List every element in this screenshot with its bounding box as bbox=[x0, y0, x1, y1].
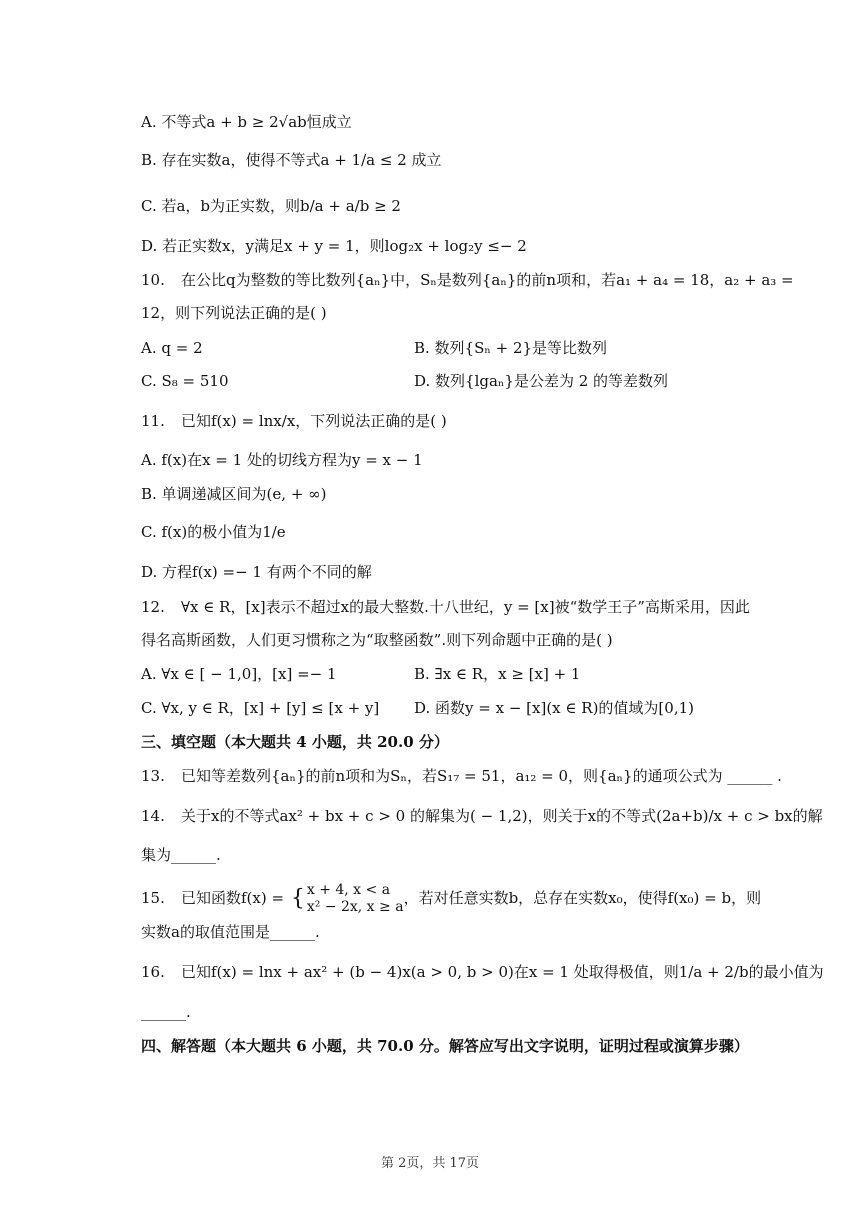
q9-option-a: A. 不等式a + b ≥ 2√ab恒成立 bbox=[141, 113, 352, 131]
q16-number: 16. bbox=[141, 963, 165, 981]
q13-stem-text: 已知等差数列{aₙ}的前n项和为Sₙ，若S₁₇ = 51，a₁₂ = 0，则{aₙ}的通项公式为 ______ . bbox=[181, 767, 782, 785]
q11-option-b: B. 单调递减区间为(e, + ∞) bbox=[141, 485, 327, 503]
q16-stem-line1 bbox=[141, 962, 824, 982]
q12-stem-line2: 得名高斯函数，人们更习惯称之为“取整函数”.则下列命题中正确的是( ) bbox=[141, 631, 613, 649]
q15-stem-post: ，若对任意实数b，总存在实数x₀，使得f(x₀) = b，则 bbox=[403, 889, 762, 907]
q14-stem-line2: 集为______. bbox=[141, 846, 221, 864]
q15-stem-pre: 已知函数f(x) = bbox=[181, 889, 285, 907]
q9-option-d: D. 若正实数x，y满足x + y = 1，则log₂x + log₂y ≤− 2 bbox=[141, 237, 527, 255]
q16-stem-text1: 已知f(x) = lnx + ax² + (b − 4)x(a > 0, b > 0)在x = 1 处取得极值，则1/a + 2/b的最小值为 bbox=[181, 963, 824, 981]
q10-option-c: C. S₈ = 510 bbox=[141, 372, 229, 390]
q15-case-2: x² − 2x, x ≥ a bbox=[306, 899, 404, 915]
q14-stem-line1 bbox=[141, 806, 823, 826]
section-3-heading: 三、填空题（本大题共 4 小题，共 20.0 分） bbox=[141, 733, 449, 751]
q15-case-1: x + 4, x < a bbox=[306, 882, 391, 898]
q15-number: 15. bbox=[141, 889, 165, 907]
q11-stem bbox=[141, 411, 447, 431]
q12-option-a: A. ∀x ∈ [ − 1,0]，[x] =− 1 bbox=[141, 665, 337, 683]
q10-stem-line2: 12，则下列说法正确的是( ) bbox=[141, 304, 327, 322]
q14-stem-text1: 关于x的不等式ax² + bx + c > 0 的解集为( − 1,2)，则关于x的不等式(2a+b)/x + c > bx的解 bbox=[181, 807, 823, 825]
q15-stem-line1 bbox=[141, 882, 761, 916]
q11-option-a: A. f(x)在x = 1 处的切线方程为y = x − 1 bbox=[141, 451, 423, 469]
page-footer: 第 2页，共 17页 bbox=[380, 1156, 480, 1171]
q12-option-d: D. 函数y = x − [x](x ∈ R)的值域为[0,1) bbox=[414, 699, 694, 717]
q12-number: 12. bbox=[141, 598, 165, 616]
q10-stem-line1 bbox=[141, 270, 794, 290]
q13-number: 13. bbox=[141, 767, 165, 785]
q10-stem-text1: 在公比q为整数的等比数列{aₙ}中，Sₙ是数列{aₙ}的前n项和，若a₁ + a₄ = 18，a₂ + a₃ = bbox=[181, 271, 794, 289]
q11-stem-text: 已知f(x) = lnx/x，下列说法正确的是( ) bbox=[181, 412, 447, 430]
q14-number: 14. bbox=[141, 807, 165, 825]
q15-stem-line2: 实数a的取值范围是______. bbox=[141, 923, 320, 941]
q12-stem-line1 bbox=[141, 597, 750, 617]
q9-option-b: B. 存在实数a，使得不等式a + 1/a ≤ 2 成立 bbox=[141, 151, 442, 169]
q10-number: 10. bbox=[141, 271, 165, 289]
section-4-heading: 四、解答题（本大题共 6 小题，共 70.0 分。解答应写出文字说明，证明过程或演算步骤） bbox=[141, 1037, 749, 1055]
q10-option-a: A. q = 2 bbox=[141, 339, 203, 357]
q12-stem-text1: ∀x ∈ R，[x]表示不超过x的最大整数.十八世纪，y = [x]被“数学王子”高斯采用，因此 bbox=[181, 598, 750, 616]
q11-option-c: C. f(x)的极小值为1/e bbox=[141, 523, 286, 541]
q12-option-b: B. ∃x ∈ R，x ≥ [x] + 1 bbox=[414, 665, 581, 683]
q15-brace: { bbox=[290, 886, 305, 911]
q12-option-c: C. ∀x, y ∈ R，[x] + [y] ≤ [x + y] bbox=[141, 699, 380, 717]
q10-option-d: D. 数列{lgaₙ}是公差为 2 的等差数列 bbox=[414, 372, 669, 390]
q11-option-d: D. 方程f(x) =− 1 有两个不同的解 bbox=[141, 563, 372, 581]
q11-number: 11. bbox=[141, 412, 165, 430]
q9-option-c: C. 若a，b为正实数，则b/a + a/b ≥ 2 bbox=[141, 197, 401, 215]
q16-stem-line2: ______. bbox=[141, 1003, 191, 1021]
q13-stem bbox=[141, 766, 782, 786]
q10-option-b: B. 数列{Sₙ + 2}是等比数列 bbox=[414, 339, 608, 357]
